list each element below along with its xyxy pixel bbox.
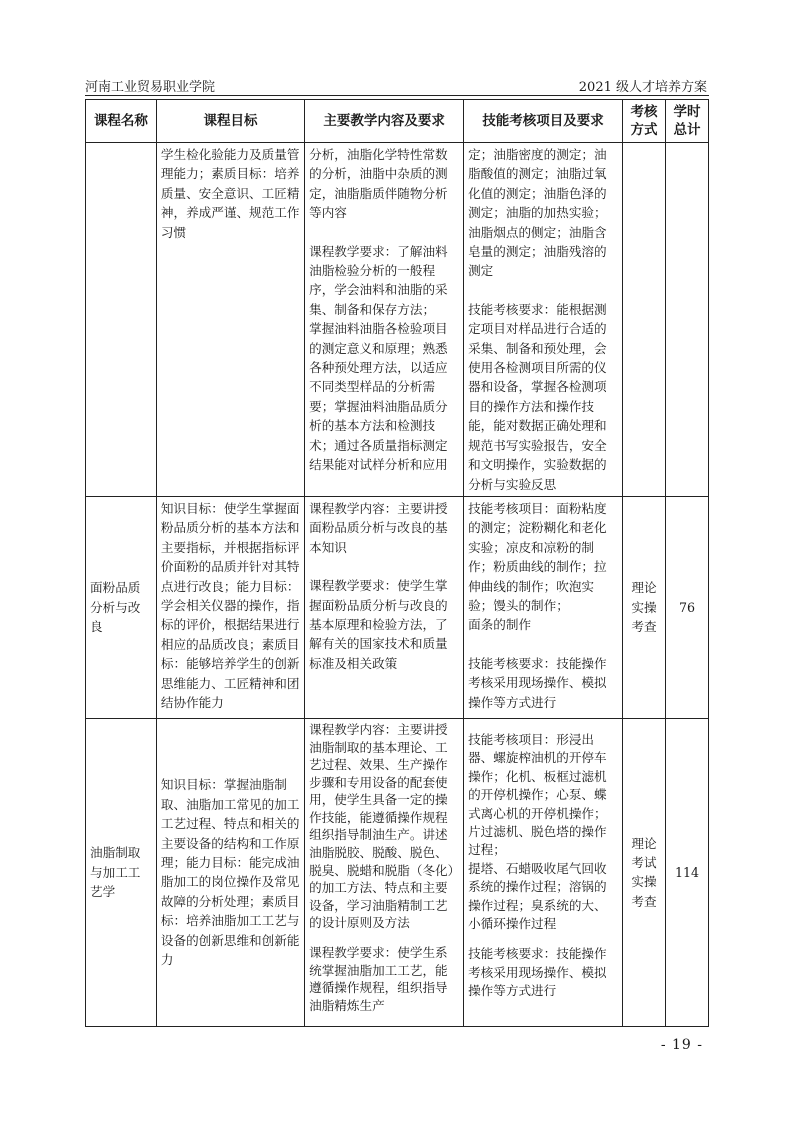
skill-cell: [464, 143, 623, 497]
col-header-course-name: 课程名称: [86, 100, 157, 143]
assessment-cell: [623, 143, 666, 497]
course-name-cell: 油脂制取与加工工艺学: [86, 718, 157, 1026]
course-goal-text: 知识目标：使学生掌握面粉品质分析的基本方法和主要指标，并根据指标评价面粉的品质并针对其特点进行改良；能力目标：学会相关仪器的操作，指标的评价，根据结果进行相应的品质改良；素质目标：能够培养学生的创新思维能力、工匠精神和团结协作能力: [160, 500, 300, 710]
col-header-hours: [666, 100, 709, 143]
content-text-1: 课程教学内容：主要讲授面粉品质分析与改良的基本知识: [309, 500, 448, 555]
course-name-cell: 面粉品质分析与改良: [86, 496, 157, 718]
content-cell: [305, 496, 464, 718]
course-goal-cell: [156, 143, 304, 497]
content-text-2: 课程教学要求：使学生掌握面粉品质分析与改良的基本原理和检验方法，了解有关的国家技术和质量标准及相关政策: [309, 578, 448, 671]
course-name-cell: [86, 143, 157, 497]
col-header-course-goal: 课程目标: [156, 100, 304, 143]
course-table: [85, 99, 709, 1027]
page-number: - 19 -: [660, 1037, 703, 1053]
hours-cell: [666, 143, 709, 497]
col-header-hours-line1: 学时: [673, 104, 701, 120]
table-row: [86, 496, 709, 718]
header-plan-title: 2021 级人才培养方案: [578, 80, 707, 95]
course-goal-text: 知识目标：掌握油脂制取、油脂加工常见的加工工艺过程、特点和相关的主要设备的结构和工作原理；能力目标：能完成油脂加工的岗位操作及常见故障的分析处理；素质目标：培养油脂加工工艺与设备的创新思维和创新能力: [160, 777, 300, 968]
skill-text-2: 技能考核要求：技能操作考核采用现场操作、模拟操作等方式进行: [468, 946, 607, 999]
skill-text-1: 定；油脂密度的测定；油脂酸值的测定；油脂过氧化值的测定；油脂色泽的测定；油脂的加热实验；油脂烟点的侧定；油脂含皂量的测定；油脂残溶的测定: [468, 147, 607, 279]
course-goal-cell: [156, 718, 304, 1026]
table-row: [86, 143, 709, 497]
course-goal-cell: [156, 496, 304, 718]
skill-text-2: 技能考核要求：技能操作考核采用现场操作、模拟操作等方式进行: [468, 655, 607, 710]
skill-cell: [464, 496, 623, 718]
skill-text-2: 技能考核要求：能根据测定项目对样品进行合适的采集、制备和预处理，会使用各检测项目所需的仪器和设备，掌握各检测项目的操作方法和操作技能，能对数据正确处理和规范书写实验报告，安全和文明操作，实验数据的分析与实验反思: [468, 301, 607, 492]
hours-cell: 76: [666, 496, 709, 718]
assessment-cell: 理论实操考查: [623, 496, 666, 718]
skill-text-1: 技能考核项目：面粉粘度的测定；淀粉糊化和老化实验；凉皮和凉粉的制作；粉质曲线的制作；拉伸曲线的制作；吹泡实验；馒头的制作； 面条的制作: [468, 500, 607, 633]
content-text-2: 课程教学要求：使学生系统掌握油脂加工工艺，能遵循操作规程，组织指导油脂精炼生产: [309, 945, 448, 1013]
col-header-assessment-line1: 考核: [630, 104, 658, 120]
col-header-hours-line2: 总计: [673, 122, 701, 138]
col-header-assessment-line2: 方式: [630, 122, 658, 138]
header-divider: [85, 95, 709, 96]
header-school-name: 河南工业贸易职业学院: [85, 80, 216, 95]
content-text-2: 课程教学要求：了解油料油脂检验分析的一般程序，学会油料和油脂的采集、制备和保存方法； 掌握油料油脂各检验项目的测定意义和原理；熟悉各种预处理方法，以适应不同类型样品的分析需要；掌握油料油脂品质分析的基本方法和检测技术；通过各质量指标测定结果能对试样分析和应用: [309, 243, 448, 473]
table-row: [86, 718, 709, 1026]
assessment-cell: 理论考试实操考查: [623, 718, 666, 1026]
skill-text-1: 技能考核项目：形浸出器、螺旋榨油机的开停车操作；化机、板框过滤机的开停机操作；心泵、蝶式离心机的开停机操作；片过滤机、脱色塔的操作过程； 提塔、石蜡吸收尾气回收系统的操作过程；溶锅的操作过程；臭系统的大、小循环操作过程: [468, 731, 607, 931]
col-header-content: 主要教学内容及要求: [305, 100, 464, 143]
content-text-1: 课程教学内容：主要讲授油脂制取的基本理论、工艺过程、效果、生产操作步骤和专用设备的配套使用，使学生具备一定的操作技能，能遵循操作规程组织指导制油生产。讲述油脂脱胶、脱酸、脱色、脱臭、脱蜡和脱脂（冬化）的加工方法、特点和主要设备，学习油脂精制工艺的设计原则及方法: [309, 721, 454, 931]
course-goal-text: 学生检化验能力及质量管理能力；素质目标：培养质量、安全意识、工匠精神，养成严谨、规范工作习惯: [160, 147, 300, 240]
col-header-skill: 技能考核项目及要求: [464, 100, 623, 143]
content-text-1: 分析，油脂化学特性常数的分析，油脂中杂质的测定，油脂脂质伴随物分析等内容: [309, 147, 448, 221]
content-cell: [305, 718, 464, 1026]
skill-cell: [464, 718, 623, 1026]
table-header-row: [86, 100, 709, 143]
col-header-assessment: [623, 100, 666, 143]
content-cell: [305, 143, 464, 497]
hours-cell: 114: [666, 718, 709, 1026]
